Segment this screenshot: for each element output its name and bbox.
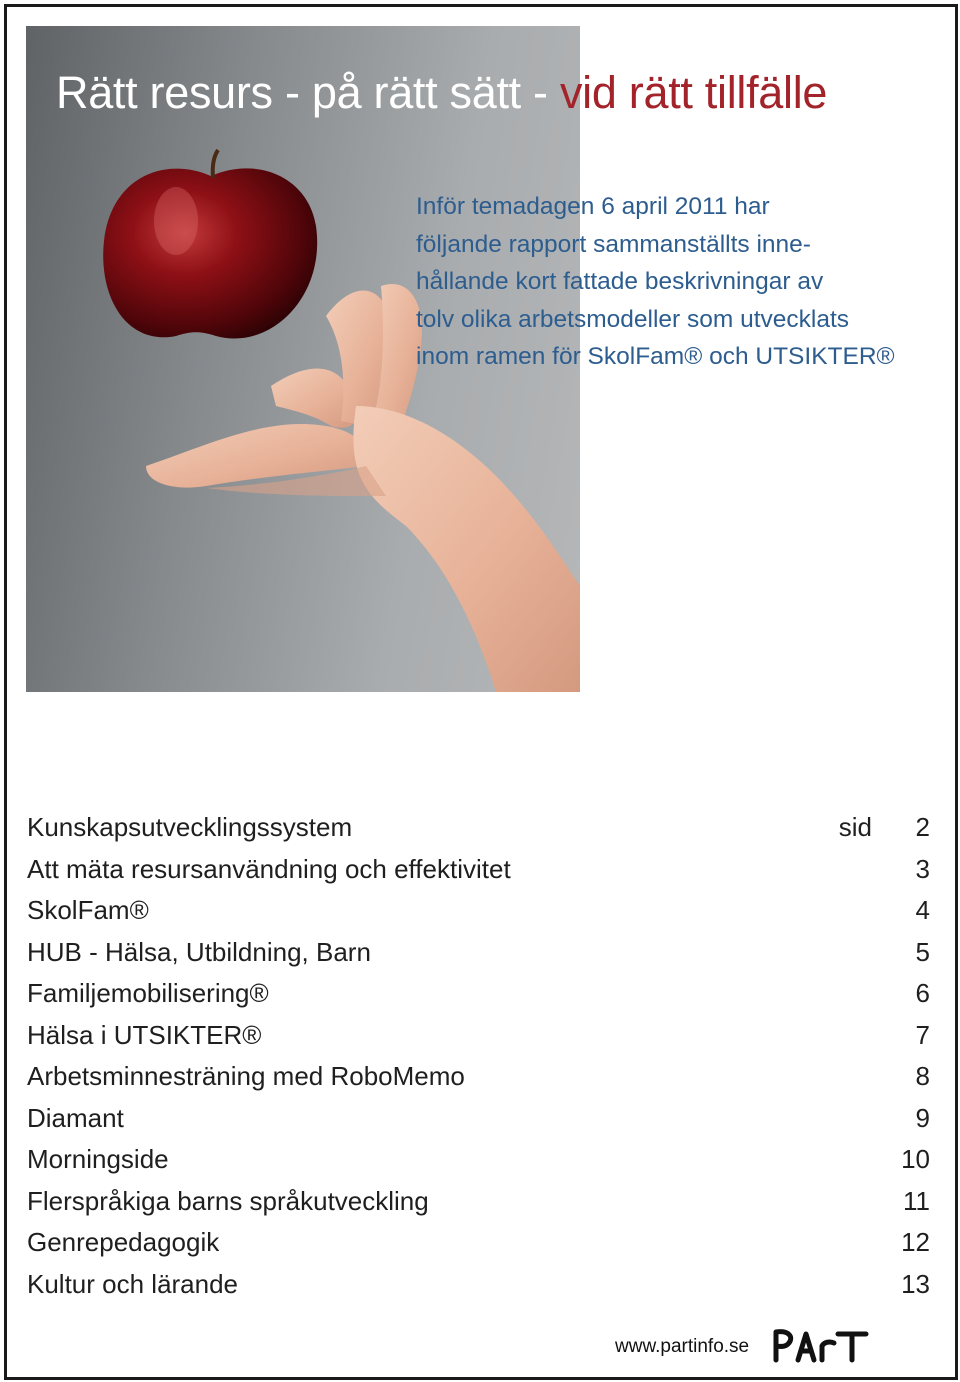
- toc-title: Genrepedagogik: [27, 1227, 220, 1257]
- toc-page-number: 11: [903, 1185, 930, 1216]
- toc-row[interactable]: [27, 1181, 930, 1223]
- toc-page-number: 4: [915, 895, 930, 925]
- toc-title: Kultur och lärande: [27, 1268, 239, 1299]
- toc-page-number: 10: [901, 1144, 930, 1174]
- toc-page-number: 8: [915, 1061, 930, 1091]
- toc-title: Arbetsminnesträning med RoboMemo: [27, 1061, 465, 1091]
- toc-title: Morningside: [27, 1144, 169, 1174]
- toc-title: SkolFam®: [27, 895, 149, 925]
- toc-row[interactable]: [27, 932, 930, 974]
- website-link[interactable]: www.partinfo.se: [615, 1336, 750, 1357]
- toc-title: Flerspråkiga barns språkutveckling: [27, 1185, 429, 1216]
- toc-title: Hälsa i UTSIKTER®: [27, 1019, 262, 1050]
- toc-page-number: 3: [915, 853, 930, 884]
- toc-page-number: 9: [915, 1102, 930, 1133]
- toc-title: Diamant: [27, 1102, 124, 1133]
- toc-row[interactable]: [27, 1222, 930, 1264]
- toc-row[interactable]: [27, 1264, 930, 1306]
- toc-row[interactable]: [27, 807, 930, 849]
- page-title: [56, 66, 827, 120]
- toc-page-number: 13: [901, 1268, 930, 1299]
- toc-title: Kunskapsutvecklingssystem: [27, 812, 353, 842]
- toc-title: Att mäta resursanvändning och effektivitet: [27, 853, 511, 884]
- toc-title: HUB - Hälsa, Utbildning, Barn: [27, 936, 371, 967]
- intro-text: [416, 188, 946, 376]
- title-part-1: Rätt resurs - på rätt sätt -: [56, 67, 560, 118]
- toc-row[interactable]: [27, 1015, 930, 1057]
- intro-line: inom ramen för SkolFam® och UTSIKTER®: [416, 343, 895, 370]
- part-logo: [772, 1324, 872, 1366]
- table-of-contents: [27, 807, 930, 1305]
- toc-title: Familjemobilisering®: [27, 978, 269, 1008]
- intro-line: hållande kort fattade beskrivningar av: [416, 268, 824, 295]
- toc-page-prefix: sid: [838, 812, 872, 842]
- intro-line: Inför temadagen 6 april 2011 har: [416, 193, 770, 220]
- title-part-2: vid rätt tillfälle: [559, 67, 828, 118]
- toc-page-number: 2: [915, 812, 930, 842]
- toc-row[interactable]: [27, 1056, 930, 1098]
- toc-page-number: 7: [915, 1019, 930, 1050]
- toc-row[interactable]: [27, 973, 930, 1015]
- toc-row[interactable]: [27, 849, 930, 891]
- intro-line: följande rapport sammanställts inne-: [416, 230, 811, 258]
- intro-line: tolv olika arbetsmodeller som utvecklats: [416, 305, 850, 333]
- toc-page-number: 5: [915, 936, 930, 967]
- toc-row[interactable]: [27, 1098, 930, 1140]
- toc-page-number: 6: [915, 978, 930, 1008]
- toc-page-number: 12: [901, 1227, 930, 1257]
- toc-row[interactable]: [27, 1139, 930, 1181]
- toc-row[interactable]: [27, 890, 930, 932]
